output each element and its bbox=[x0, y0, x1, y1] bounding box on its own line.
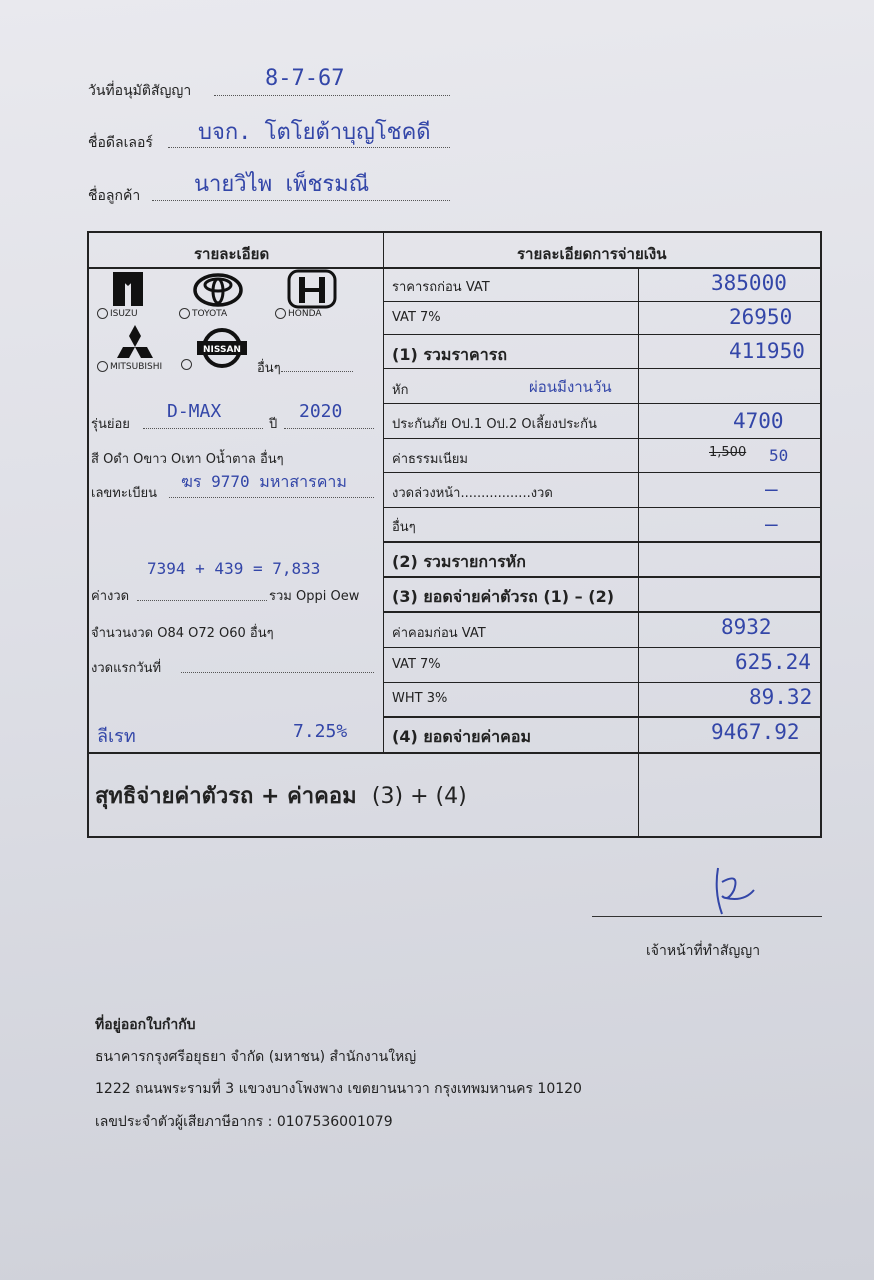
brand-isuzu[interactable]: ISUZU bbox=[97, 308, 138, 319]
row-rule bbox=[384, 716, 820, 718]
amount-vat[interactable]: 26950 bbox=[729, 305, 793, 329]
payment-table bbox=[87, 231, 822, 838]
plate-line bbox=[169, 497, 374, 498]
row-rule bbox=[384, 438, 820, 439]
row-label-car-payment: (3) ยอดจ่ายค่าตัวรถ (1) – (2) bbox=[392, 587, 615, 606]
row-rule bbox=[384, 334, 820, 335]
row-label-advance: งวดล่วงหน้า.................งวด bbox=[392, 486, 553, 501]
address-line2: 1222 ถนนพระรามที่ 3 แขวงบางโพงพาง เขตยานนาวา กรุงเทพมหานคร 10120 bbox=[95, 1081, 582, 1097]
brand-mitsubishi[interactable]: MITSUBISHI bbox=[97, 361, 162, 372]
amount-wht[interactable]: 89.32 bbox=[749, 685, 813, 709]
row-rule bbox=[384, 611, 820, 613]
mitsubishi-logo bbox=[113, 323, 157, 361]
amount-comm-total[interactable]: 9467.92 bbox=[711, 720, 800, 744]
row-rule bbox=[384, 472, 820, 473]
customer-label: ชื่อลูกค้า bbox=[88, 188, 141, 204]
installment-tail[interactable]: รวม Oppi Oew bbox=[269, 589, 360, 604]
approval-date-line bbox=[214, 95, 450, 96]
deduct-note[interactable]: ผ่อนมีงานวัน bbox=[529, 378, 612, 396]
brand-toyota[interactable]: TOYOTA bbox=[179, 308, 227, 319]
amount-advance[interactable]: – bbox=[765, 477, 778, 501]
amount-fee[interactable]: 50 bbox=[769, 446, 789, 465]
signature-line bbox=[592, 916, 822, 917]
year-label: ปี bbox=[269, 417, 278, 432]
row-label-vat: VAT 7% bbox=[392, 310, 441, 325]
approval-date-value[interactable]: 8-7-67 bbox=[265, 66, 345, 91]
row-label-total-deduct: (2) รวมรายการหัก bbox=[392, 552, 526, 571]
header-rule bbox=[89, 267, 820, 269]
brand-honda[interactable]: HONDA bbox=[275, 308, 322, 319]
rate-value[interactable]: 7.25% bbox=[293, 721, 348, 742]
row-rule bbox=[384, 576, 820, 578]
installment-calc[interactable]: 7394 + 439 = 7,833 bbox=[147, 559, 321, 578]
row-rule bbox=[384, 647, 820, 648]
row-rule bbox=[384, 403, 820, 404]
address-line3: เลขประจำตัวผู้เสียภาษีอากร : 0107536001079 bbox=[95, 1114, 393, 1130]
address-title: ที่อยู่ออกใบกำกับ bbox=[95, 1017, 196, 1033]
nissan-logo bbox=[195, 327, 249, 369]
approval-date-label: วันที่อนุมัติสัญญา bbox=[88, 83, 192, 99]
row-rule bbox=[384, 682, 820, 683]
brand-nissan-radio[interactable] bbox=[181, 359, 194, 370]
year-line bbox=[284, 428, 374, 429]
isuzu-logo bbox=[111, 270, 145, 308]
year-value[interactable]: 2020 bbox=[299, 401, 343, 422]
dealer-value[interactable]: บจก. โตโยต้าบุญโชคดี bbox=[198, 120, 431, 145]
row-label-price: ราคารถก่อน VAT bbox=[392, 280, 490, 295]
row-label-comm-vat: VAT 7% bbox=[392, 657, 441, 672]
model-value[interactable]: D-MAX bbox=[167, 401, 222, 422]
honda-logo bbox=[287, 269, 337, 309]
brand-other-label: อื่นๆ bbox=[257, 357, 353, 378]
row-label-fee: ค่าธรรมเนียม bbox=[392, 452, 468, 467]
amount-fee-struck: 1,500 bbox=[709, 445, 747, 460]
row-label-comm-total: (4) ยอดจ่ายค่าคอม bbox=[392, 727, 531, 746]
rate-left[interactable]: ลีเรท bbox=[97, 726, 136, 747]
net-formula: (3) + (4) bbox=[371, 784, 467, 809]
amount-insurance[interactable]: 4700 bbox=[733, 409, 784, 433]
amount-comm-vat[interactable]: 625.24 bbox=[735, 650, 811, 674]
svg-text:NISSAN: NISSAN bbox=[203, 345, 241, 355]
plate-label: เลขทะเบียน bbox=[91, 486, 158, 501]
model-line bbox=[143, 428, 263, 429]
row-label-total-price: (1) รวมราคารถ bbox=[392, 345, 507, 364]
row-rule bbox=[384, 368, 820, 369]
row-rule bbox=[384, 507, 820, 508]
plate-value[interactable]: ฆร 9770 มหาสารคาม bbox=[181, 472, 347, 491]
address-line1: ธนาคารกรุงศรีอยุธยา จำกัด (มหาชน) สำนักงานใหญ่ bbox=[95, 1049, 417, 1065]
first-due-line bbox=[181, 672, 374, 673]
right-header: รายละเอียดการจ่ายเงิน bbox=[517, 245, 667, 263]
color-line[interactable]: สี Oดำ Oขาว Oเทา Oน้ำตาล อื่นๆ bbox=[91, 452, 284, 467]
amount-other[interactable]: – bbox=[765, 512, 778, 536]
left-header: รายละเอียด bbox=[194, 245, 270, 263]
row-label-commission: ค่าคอมก่อน VAT bbox=[392, 626, 486, 641]
installment-label: ค่างวด bbox=[91, 589, 130, 604]
row-rule bbox=[384, 541, 820, 543]
row-rule bbox=[384, 301, 820, 302]
amount-total-price[interactable]: 411950 bbox=[729, 339, 805, 363]
row-label-wht: WHT 3% bbox=[392, 691, 448, 706]
installment-line bbox=[137, 600, 267, 601]
customer-value[interactable]: นายวิไพ เพ็ชรมณี bbox=[194, 172, 370, 197]
net-payment-label: สุทธิจ่ายค่าตัวรถ + ค่าคอม (3) + (4) bbox=[95, 784, 467, 809]
model-label: รุ่นย่อย bbox=[91, 417, 130, 432]
first-due-label: งวดแรกวันที่ bbox=[91, 661, 162, 676]
signature-role: เจ้าหน้าที่ทำสัญญา bbox=[646, 943, 761, 959]
row-label-deduct: หัก bbox=[392, 383, 409, 398]
row-label-insurance: ประกันภัย Oป.1 Oป.2 Oเลี้ยงประกัน bbox=[392, 417, 597, 432]
amount-price[interactable]: 385000 bbox=[711, 271, 787, 295]
amount-commission[interactable]: 8932 bbox=[721, 615, 772, 639]
toyota-logo bbox=[193, 273, 243, 307]
net-rule bbox=[89, 752, 820, 754]
num-installments[interactable]: จำนวนงวด O84 O72 O60 อื่นๆ bbox=[91, 626, 274, 641]
row-label-other: อื่นๆ bbox=[392, 520, 416, 535]
dealer-label: ชื่อดีลเลอร์ bbox=[88, 135, 153, 151]
divider-left bbox=[383, 233, 384, 752]
